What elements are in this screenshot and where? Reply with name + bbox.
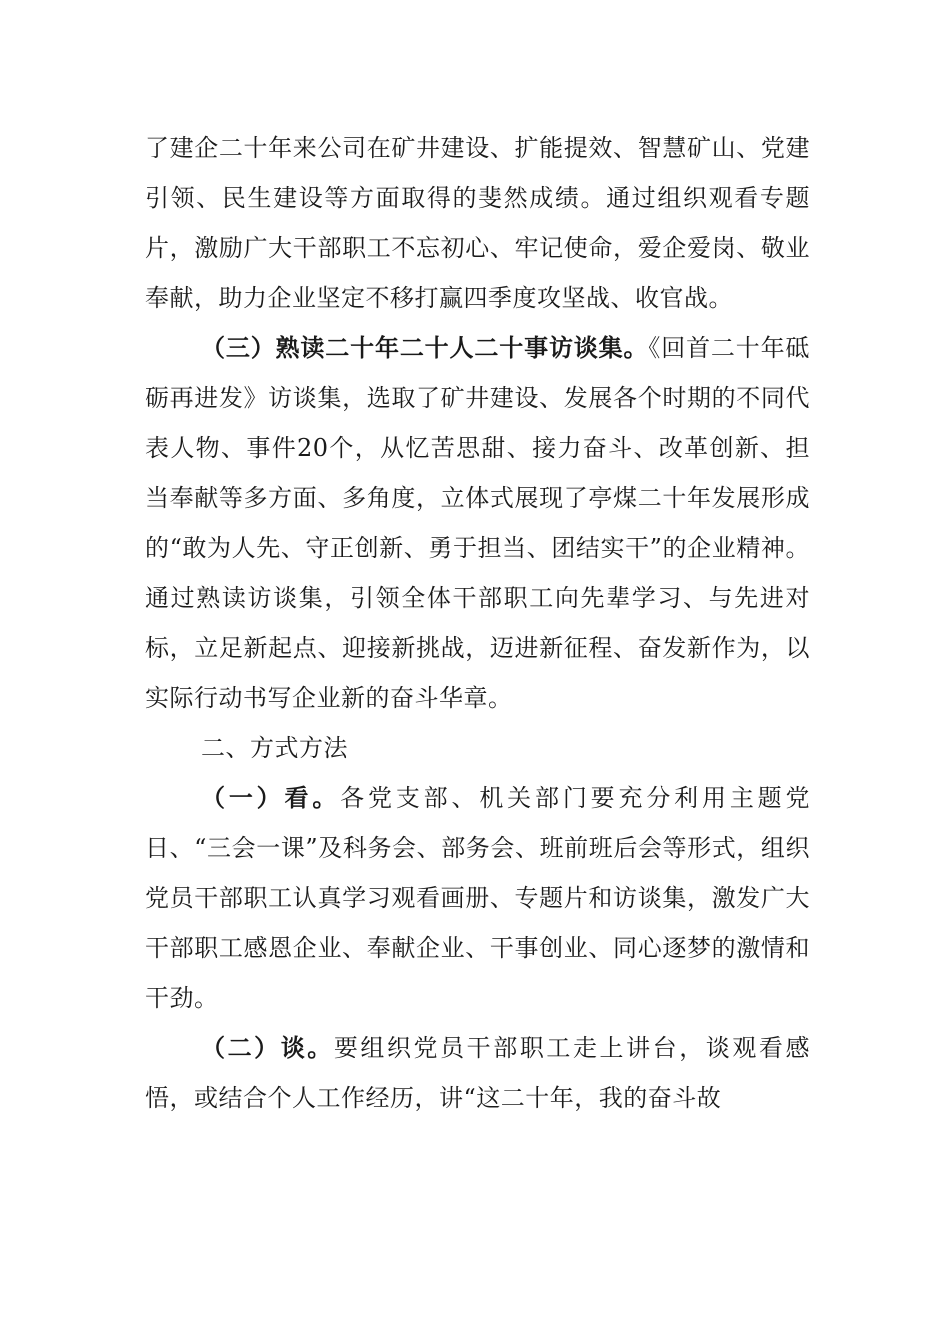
subsection-heading-3: （三）熟读二十年二十人二十事访谈集。	[201, 333, 649, 362]
section-title-methods: 二、方式方法	[201, 734, 348, 762]
paragraph-talk	[145, 1023, 810, 1123]
paragraph-text: 要组织党员干部职工走上讲台，谈观看感悟，或结合个人工作经历，讲“这二十年，我的奋斗故	[145, 1034, 811, 1112]
paragraph-text: 各党支部、机关部门要充分利用主题党日、“三会一课”及科务会、部务会、班前班后会等形式，组织党员干部职工认真学习观看画册、专题片和访谈集，激发广大干部职工感恩企业、奉献企业、干事创业、同心逐梦的激情和干劲。	[145, 784, 811, 1012]
paragraph-text: 了建企二十年来公司在矿井建设、扩能提效、智慧矿山、党建引领、民生建设等方面取得的斐然成绩。通过组织观看专题片，激励广大干部职工不忘初心、牢记使命，爱企爱岗、敬业奉献，助力企业坚定不移打赢四季度攻坚战、收官战。	[145, 134, 810, 312]
subsection-heading-1: （一）看。	[201, 783, 341, 812]
paragraph-text: 《回首二十年砥砺再进发》访谈集，选取了矿井建设、发展各个时期的不同代表人物、事件20个，从忆苦思甜、接力奋斗、改革创新、担当奉献等多方面、多角度，立体式展现了亭煤二十年发展形成的“敢为人先、守正创新、勇于担当、团结实干”的企业精神。通过熟读访谈集，引领全体干部职工向先辈学习、与先进对标，立足新起点、迎接新挑战，迈进新征程、奋发新作为，以实际行动书写企业新的奋斗华章。	[145, 334, 810, 712]
subsection-heading-2: （二）谈。	[201, 1033, 334, 1062]
paragraph-watch	[145, 773, 810, 1023]
paragraph-interview-collection	[145, 323, 810, 723]
paragraph-video-summary	[145, 123, 810, 323]
document-page	[145, 123, 810, 1123]
